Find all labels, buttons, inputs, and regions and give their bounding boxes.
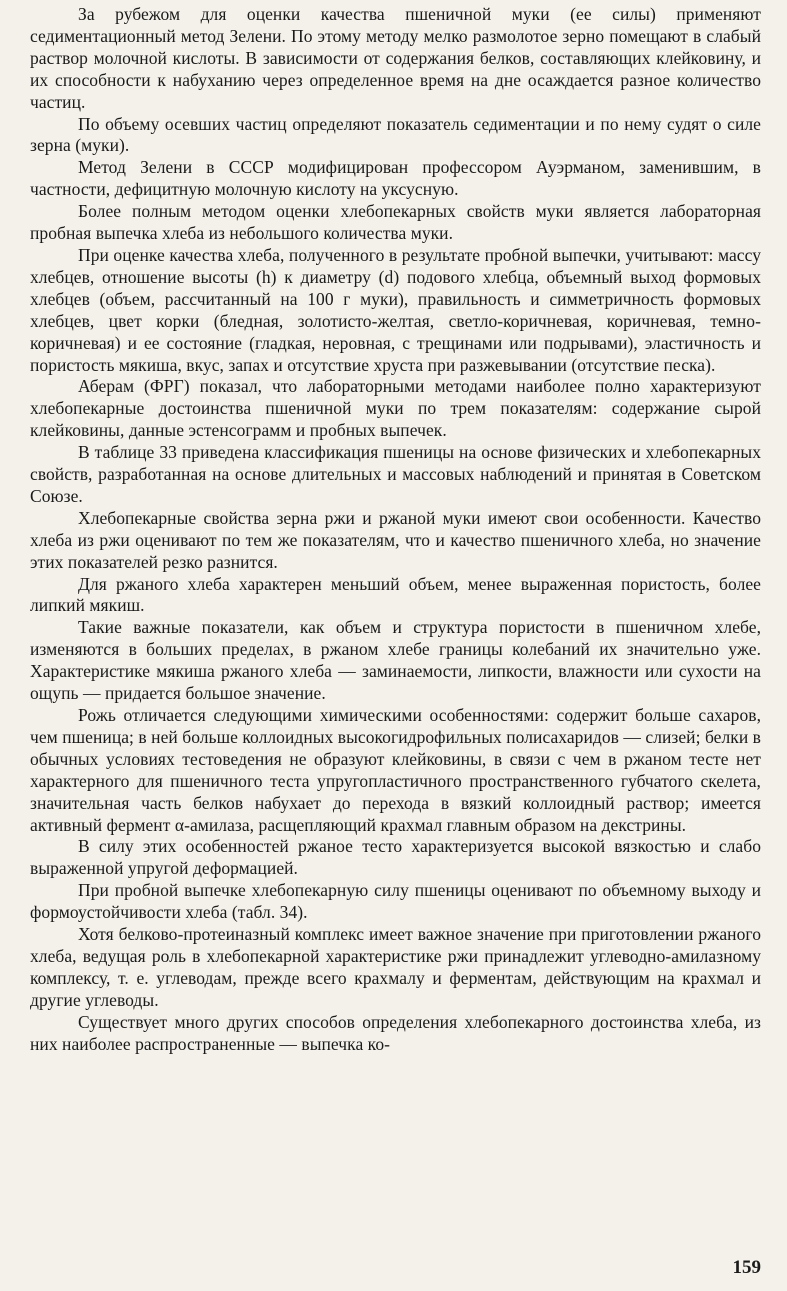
paragraph: Более полным методом оценки хлебопекарных свойств муки является лабораторная пробная выпечка хлеба из небольшого количества муки. xyxy=(30,201,761,244)
paragraph: За рубежом для оценки качества пшеничной муки (ее силы) применяют седиментационный метод Зелени. По этому методу мелко размолотое зерно помещают в слабый раствор молочной кислоты. В зависимости от содержания белков, составляющих клейковину, и их способности к набуханию через определенное время на дне осаждается разное количество частиц. xyxy=(30,4,761,112)
paragraph: В силу этих особенностей ржаное тесто характеризуется высокой вязкостью и слабо выраженной упругой деформацией. xyxy=(30,836,761,879)
paragraph: Существует много других способов определения хлебопекарного достоинства хлеба, из них наиболее распространенные — выпечка ко- xyxy=(30,1011,761,1054)
page-number: 159 xyxy=(732,1257,761,1278)
paragraph: Хлебопекарные свойства зерна ржи и ржаной муки имеют свои особенности. Качество хлеба из ржи оценивают по тем же показателям, что и качество пшеничного хлеба, но значение этих показателей резко разнится. xyxy=(30,507,761,572)
paragraph: В таблице 33 приведена классификация пшеницы на основе физических и хлебопекарных свойств, разработанная на основе длительных и массовых наблюдений и принятая в Советском Союзе. xyxy=(30,442,761,506)
paragraph: По объему осевших частиц определяют показатель седиментации и по нему судят о силе зерна (муки). xyxy=(30,113,761,156)
paragraph: При оценке качества хлеба, полученного в результате пробной выпечки, учитывают: массу хлебцев, отношение высоты (h) к диаметру (d) подового хлебца, объемный выход формовых хлебцев (объем, рассчитанный на 100 г муки), правильность и симметричность формовых хлебцев, цвет корки (бледная, золотисто-желтая, светло-коричневая, коричневая, темно-коричневая) и ее состояние (гладкая, неровная, с трещинами или подрывами), эластичность и пористость мякиша, вкус, запах и отсутствие хруста при разжевывании (отсутствие песка). xyxy=(30,244,761,375)
paragraph: Для ржаного хлеба характерен меньший объем, менее выраженная пористость, более липкий мякиш. xyxy=(30,573,761,616)
paragraph: Такие важные показатели, как объем и структура пористости в пшеничном хлебе, изменяются в больших пределах, в ржаном хлебе границы колебаний их значительно уже. Характеристике мякиша ржаного хлеба — заминаемости, липкости, влажности или сухости на ощупь — придается большое значение. xyxy=(30,617,761,704)
paragraph: Рожь отличается следующими химическими особенностями: содержит больше сахаров, чем пшеница; в ней больше коллоидных высокогидрофильных полисахаридов — слизей; белки в обычных условиях тестоведения не образуют клейковины, в связи с чем в ржаном тесте нет характерного для пшеничного теста упругопластичного пространственного губчатого скелета, значительная часть белков набухает до перехода в вязкий коллоидный раствор; имеется активный фермент α-амилаза, расщепляющий крахмал главным образом на декстрины. xyxy=(30,705,761,835)
paragraph: При пробной выпечке хлебопекарную силу пшеницы оценивают по объемному выходу и формоустойчивости хлеба (табл. 34). xyxy=(30,880,761,923)
paragraph: Аберам (ФРГ) показал, что лабораторными методами наиболее полно характеризуют хлебопекарные достоинства пшеничной муки по трем показателям: содержание сырой клейковины, данные эстенсограмм и пробных выпечек. xyxy=(30,376,761,441)
body-text xyxy=(30,4,761,1056)
paragraph: Хотя белково-протеиназный комплекс имеет важное значение при приготовлении ржаного хлеба, ведущая роль в хлебопекарной характеристике ржи принадлежит углеводно-амилазному комплексу, т. е. углеводам, прежде всего крахмалу и ферментам, действующим на крахмал и другие углеводы. xyxy=(30,924,761,1010)
paragraph: Метод Зелени в СССР модифицирован профессором Ауэрманом, заменившим, в частности, дефицитную молочную кислоту на уксусную. xyxy=(30,157,761,200)
